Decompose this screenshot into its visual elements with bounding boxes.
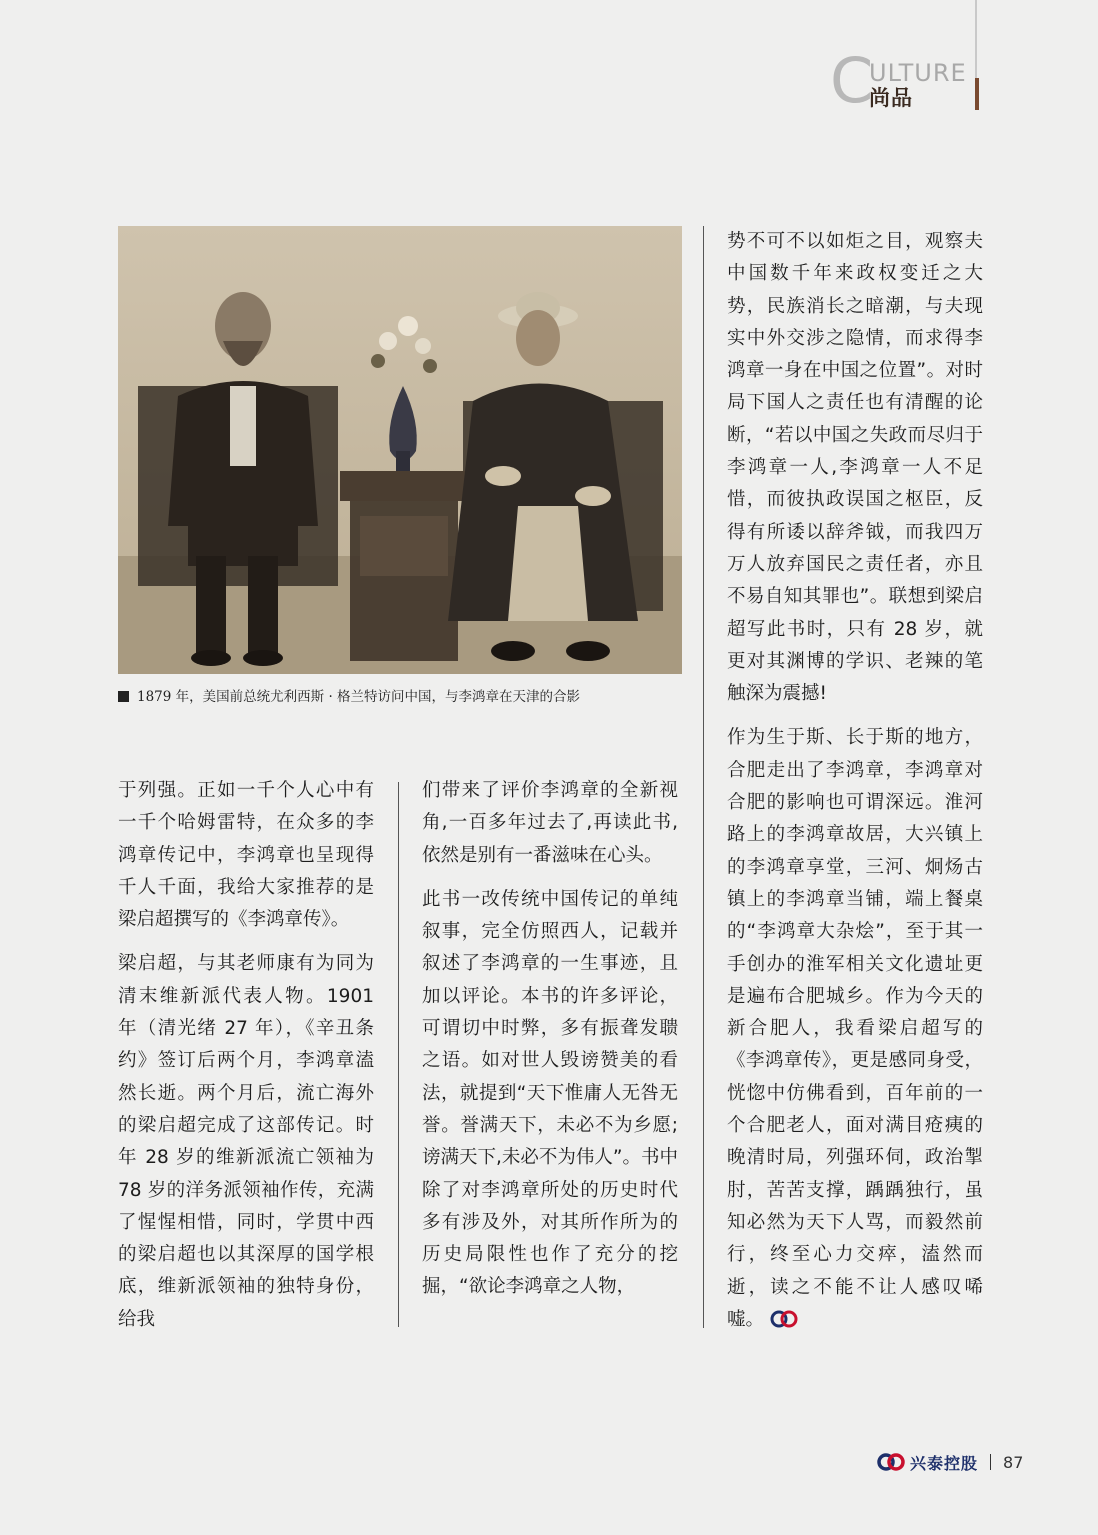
column-divider	[703, 226, 704, 1328]
column-divider	[398, 782, 399, 1327]
text-column-3	[727, 226, 983, 1336]
photo-caption	[118, 688, 698, 706]
paragraph: 势不可不以如炬之目，观察夫中国数千年来政权变迁之大势，民族消长之暗潮，与夫现实中外交涉之隐情，而求得李鸿章一身在中国之位置”。对时局下国人之责任也有清醒的论断，“若以中国之失政而尽归于李鸿章一人,李鸿章一人不足惜，而彼执政误国之枢臣，反得有所诿以辞斧钺，而我四万万人放弃国民之责任者，亦且不易自知其罪也”。联想到梁启超写此书时，只有 28 岁，就更对其渊博的学识、老辣的笔触深为震撼!	[727, 231, 983, 705]
footer-separator	[990, 1454, 991, 1470]
text-column-2	[422, 775, 678, 1304]
header-accent-bar	[975, 78, 979, 110]
paragraph: 此书一改传统中国传记的单纯叙事，完全仿照西人，记载并叙述了李鸿章的一生事迹，且加以评论。本书的许多评论，可谓切中时弊，多有振聋发聩之语。如对世人毁谤赞美的看法，就提到“天下惟庸人无咎无誉。誉满天下，未必不为乡愿; 谤满天下,未必不为伟人”。书中除了对李鸿章所处的历史时代多有涉及外，对其所作所为的历史局限性也作了充分的挖掘，“欲论李鸿章之人物，	[422, 888, 678, 1298]
text-column-1	[118, 775, 374, 1336]
header-vertical-rule	[975, 0, 977, 78]
brand-logo-icon	[876, 1452, 906, 1472]
page-number: 87	[1003, 1452, 1024, 1472]
end-mark-logo-icon	[770, 1310, 798, 1328]
paragraph: 于列强。正如一千个人心中有一千个哈姆雷特，在众多的李鸿章传记中，李鸿章也呈现得千人千面，我给大家推荐的是梁启超撰写的《李鸿章传》。	[118, 780, 374, 931]
section-logo-ulture: ULTURE	[869, 59, 967, 87]
footer	[876, 1450, 1023, 1474]
paragraph: 梁启超，与其老师康有为同为清末维新派代表人物。1901 年（清光绪 27 年），《辛丑条约》签订后两个月，李鸿章溘然长逝。两个月后，流亡海外的梁启超完成了这部传记。时年 28 岁的维新派流亡领袖为 78 岁的洋务派领袖作传，充满了惺惺相惜，同时，学贯中西的梁启超也以其深厚的国学根底，维新派领袖的独特身份，给我	[118, 953, 374, 1330]
brand-name: 兴泰控股	[910, 1453, 979, 1473]
paragraph-text: 作为生于斯、长于斯的地方，合肥走出了李鸿章，李鸿章对合肥的影响也可谓深远。淮河路上的李鸿章故居，大兴镇上的李鸿章享堂，三河、炯炀古镇上的李鸿章当铺，端上餐桌的“李鸿章大杂烩”，至于其一手创办的淮军相关文化遗址更是遍布合肥城乡。作为今天的新合肥人，我看梁启超写的《李鸿章传》，更是感同身受，恍惚中仿佛看到，百年前的一个合肥老人，面对满目疮痍的晚清时局，列强环伺，政治掣肘，苦苦支撑，踽踽独行，虽知必然为天下人骂，而毅然前行，终至心力交瘁，溘然而逝，读之不能不让人感叹唏嘘。	[727, 727, 983, 1330]
historical-photo	[118, 226, 682, 674]
section-title: 尚品	[869, 86, 913, 110]
caption-square-icon	[118, 691, 129, 702]
section-logo-c: C	[830, 44, 874, 117]
paragraph: 们带来了评价李鸿章的全新视角,一百多年过去了,再读此书,依然是别有一番滋味在心头。	[422, 780, 678, 866]
paragraph-last	[727, 722, 983, 1336]
caption-text: 1879 年，美国前总统尤利西斯 · 格兰特访问中国，与李鸿章在天津的合影	[137, 689, 581, 705]
